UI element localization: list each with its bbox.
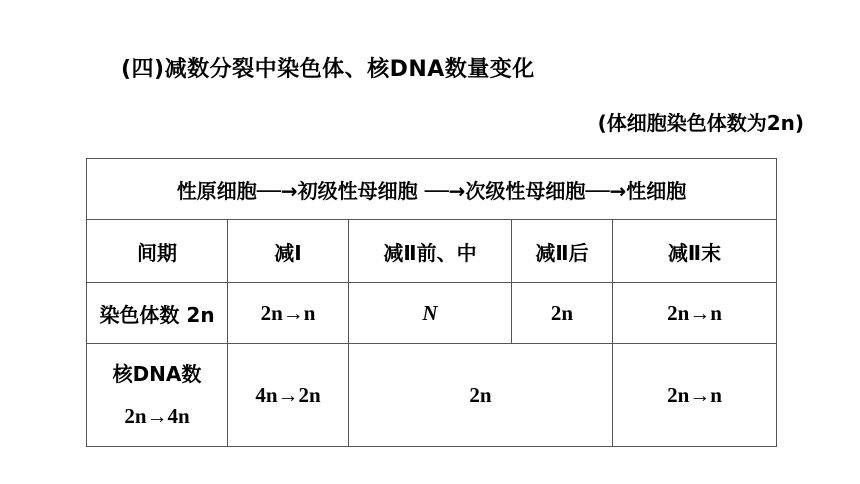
cell-dna-meiosis-2-telophase: 2n→n [613, 344, 777, 447]
table-row [87, 344, 777, 447]
section-title: (四)减数分裂中染色体、核DNA数量变化 [121, 57, 535, 82]
cell-dna-meiosis-2-pro-to-ana: 2n [349, 344, 613, 447]
row-label-dna [87, 344, 228, 447]
row-label-dna-title: 核DNA数 [112, 362, 202, 386]
meiosis-table [86, 158, 777, 447]
header-meiosis-1: 减Ⅰ [228, 220, 349, 283]
table-row [87, 283, 777, 344]
table-row [87, 159, 777, 220]
somatic-cell-note: (体细胞染色体数为2n) [597, 111, 804, 135]
table-row [87, 220, 777, 283]
header-meiosis-2-anaphase: 减Ⅱ后 [512, 220, 613, 283]
row-label-dna-interphase: 2n→4n [124, 404, 190, 428]
cell-chromosome-meiosis-1: 2n→n [228, 283, 349, 344]
cell-chromosome-meiosis-2-telophase: 2n→n [613, 283, 777, 344]
cell-chromosome-meiosis-2-pro-meta: N [349, 283, 512, 344]
header-interphase: 间期 [87, 220, 228, 283]
cell-chromosome-meiosis-2-anaphase: 2n [512, 283, 613, 344]
cell-flow: 性原细胞──→初级性母细胞 ──→次级性母细胞──→性细胞 [87, 159, 777, 220]
header-meiosis-2-telophase: 减Ⅱ末 [613, 220, 777, 283]
cell-dna-meiosis-1: 4n→2n [228, 344, 349, 447]
header-meiosis-2-pro-meta: 减Ⅱ前、中 [349, 220, 512, 283]
row-label-chromosome: 染色体数 2n [87, 283, 228, 344]
